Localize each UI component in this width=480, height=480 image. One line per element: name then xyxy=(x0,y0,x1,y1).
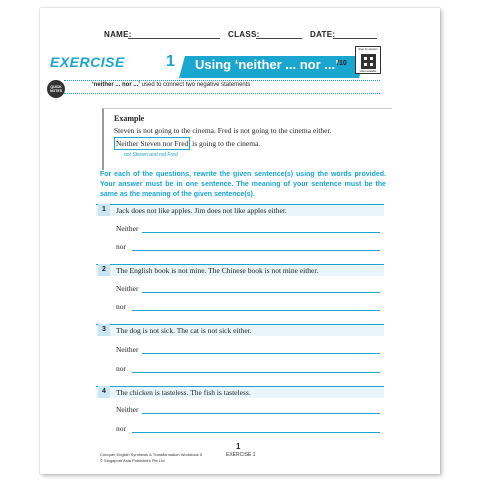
nor-label: nor xyxy=(116,302,126,311)
neither-label: Neither xyxy=(116,284,139,293)
answer-line-nor[interactable] xyxy=(132,372,380,373)
exercise-banner xyxy=(50,54,380,76)
question-number: 1 xyxy=(98,204,110,216)
example-note: not Steven and not Fred xyxy=(124,152,178,158)
answer-line-nor[interactable] xyxy=(132,250,380,251)
question-text: The chicken is tasteless. The fish is tasteless. xyxy=(116,388,251,397)
answer-line-neither[interactable] xyxy=(142,292,380,293)
name-label: NAME: xyxy=(104,30,132,39)
page-number: 1 xyxy=(236,442,241,451)
neither-label: Neither xyxy=(116,405,139,414)
neither-label: Neither xyxy=(116,224,139,233)
question-number: 2 xyxy=(98,264,110,276)
quick-notes-icon: QUICK NOTES xyxy=(47,80,65,98)
answer-line-nor[interactable] xyxy=(132,432,380,433)
nor-label: nor xyxy=(116,424,126,433)
answer-line-neither[interactable] xyxy=(142,353,380,354)
example-sentence: Steven is not going to the cinema. Fred is not going to the cinema either. xyxy=(114,126,332,135)
neither-label: Neither xyxy=(116,345,139,354)
exercise-title: Using ‘neither ... nor ...’ xyxy=(195,57,339,72)
question-text: The dog is not sick. The cat is not sick either. xyxy=(116,326,252,335)
question-text: The English book is not mine. The Chinese book is not mine either. xyxy=(116,266,319,275)
nor-label: nor xyxy=(116,242,126,251)
quick-notes-text: ‘neither ... nor ...’ used to connect two negative statements xyxy=(92,82,251,88)
instructions: For each of the questions, rewrite the given sentence(s) using the words provided. Your answer must be in one sentence. The meaning of your sentence must be the same as the meaning of the given sentence(s). xyxy=(100,171,386,198)
page-exercise-label: EXERCISE 1 xyxy=(226,452,256,458)
answer-line-nor[interactable] xyxy=(132,310,380,311)
name-field[interactable] xyxy=(128,38,220,39)
footer-book-title: Conquer English Synthesis & Transformation Workbook 5 xyxy=(100,452,202,457)
exercise-number: 1 xyxy=(166,53,175,70)
nor-label: nor xyxy=(116,364,126,373)
class-label: CLASS: xyxy=(228,30,260,39)
date-field[interactable] xyxy=(333,38,377,39)
answer-line-neither[interactable] xyxy=(142,232,380,233)
example-answer: Neither Steven nor Fred is going to the cinema. xyxy=(116,139,261,148)
question-number: 4 xyxy=(98,386,110,398)
score-total: /10 xyxy=(337,60,347,67)
qr-pattern xyxy=(361,54,376,69)
qr-code-icon[interactable] xyxy=(355,46,381,74)
class-field[interactable] xyxy=(256,38,302,39)
qr-caption-bottom: Video available xyxy=(359,70,377,73)
example-heading: Example xyxy=(114,114,145,123)
example-answer-boxed: Neither Steven nor Fred xyxy=(116,139,189,148)
question-text: Jack does not like apples. Jim does not like apples either. xyxy=(116,206,287,215)
question-number: 3 xyxy=(98,324,110,336)
footer-publisher: © Singapore Asia Publishers Pte Ltd xyxy=(100,458,165,463)
qr-caption-top: Scan for answers xyxy=(358,48,378,51)
answer-line-neither[interactable] xyxy=(142,413,380,414)
date-label: DATE: xyxy=(310,30,336,39)
exercise-label: EXERCISE xyxy=(50,54,125,70)
